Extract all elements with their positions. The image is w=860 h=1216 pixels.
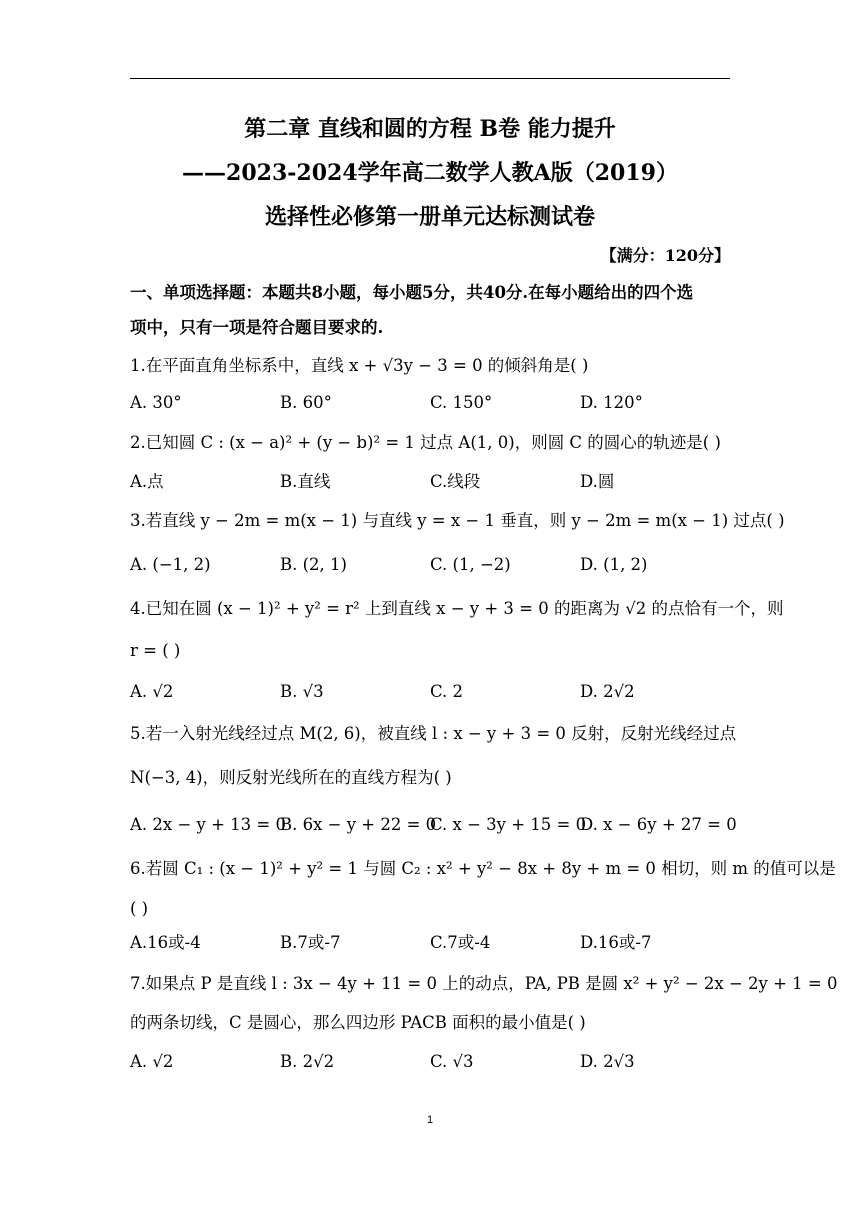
question-4-stem-line-2: r = ( )	[130, 641, 181, 660]
question-2-stem: 2.已知圆 C : (x − a)² + (y − b)² = 1 过点 A(1, 0)，则圆 C 的圆心的轨迹是( )	[130, 433, 721, 452]
score-label: 【满分：120分】	[600, 246, 730, 265]
question-5-stem-line-2: N(−3, 4)，则反射光线所在的直线方程为( )	[130, 768, 452, 787]
title-line-2: ——2023-2024学年高二数学人教A版（2019）	[182, 160, 678, 186]
question-5-stem-line-1: 5.若一入射光线经过点 M(2, 6)，被直线 l : x − y + 3 = 0 反射，反射光线经过点	[130, 724, 737, 743]
section-heading-line-1: 一、单项选择题：本题共8小题，每小题5分，共40分.在每小题给出的四个选	[130, 283, 694, 302]
option-c: C. (1, −2)	[430, 555, 511, 574]
option-a: A.16或-4	[130, 933, 201, 952]
option-b: B. 6x − y + 22 = 0	[280, 815, 437, 834]
question-4-stem-line-1: 4.已知在圆 (x − 1)² + y² = r² 上到直线 x − y + 3 = 0 的距离为 √2 的点恰有一个，则	[130, 599, 784, 618]
option-d: D. 2√3	[580, 1052, 635, 1071]
option-c: C.7或-4	[430, 933, 491, 952]
option-b: B. (2, 1)	[280, 555, 347, 574]
option-b: B. 2√2	[280, 1052, 335, 1071]
question-4-options	[130, 681, 730, 705]
page-number: 1	[426, 1114, 434, 1126]
option-b: B.7或-7	[280, 933, 341, 952]
option-d: D. 2√2	[580, 682, 635, 701]
option-c: C. x − 3y + 15 = 0	[430, 815, 587, 834]
question-1-stem: 1.在平面直角坐标系中，直线 x + √3y − 3 = 0 的倾斜角是( )	[130, 356, 589, 375]
option-d: D. 120°	[580, 393, 643, 412]
option-c: C. √3	[430, 1052, 474, 1071]
option-a: A. √2	[130, 682, 174, 701]
option-c: C. 2	[430, 682, 464, 701]
question-7-stem-line-2: 的两条切线，C 是圆心，那么四边形 PACB 面积的最小值是( )	[130, 1013, 586, 1032]
question-7-options	[130, 1051, 730, 1075]
top-rule	[130, 78, 730, 79]
option-d: D.圆	[580, 472, 615, 491]
question-5-options	[130, 814, 737, 838]
option-b: B. √3	[280, 682, 324, 701]
option-a: A. √2	[130, 1052, 174, 1071]
option-a: A.点	[130, 472, 164, 491]
option-a: A. 2x − y + 13 = 0	[130, 815, 286, 834]
question-3-options	[130, 554, 730, 578]
option-a: A. 30°	[130, 393, 182, 412]
option-c: C.线段	[430, 472, 481, 491]
question-3-stem: 3.若直线 y − 2m = m(x − 1) 与直线 y = x − 1 垂直，则 y − 2m = m(x − 1) 过点( )	[130, 511, 785, 530]
question-2-options	[130, 471, 730, 495]
option-b: B.直线	[280, 472, 331, 491]
option-b: B. 60°	[280, 393, 332, 412]
question-7-stem-line-1: 7.如果点 P 是直线 l : 3x − 4y + 11 = 0 上的动点，PA, PB 是圆 x² + y² − 2x − 2y + 1 = 0	[130, 974, 838, 993]
option-d: D. x − 6y + 27 = 0	[580, 815, 737, 834]
option-a: A. (−1, 2)	[130, 555, 211, 574]
title-line-3: 选择性必修第一册单元达标测试卷	[264, 204, 595, 230]
title-line-1: 第二章 直线和圆的方程 B卷 能力提升	[244, 116, 616, 142]
section-heading-line-2: 项中，只有一项是符合题目要求的.	[130, 318, 384, 337]
option-c: C. 150°	[430, 393, 493, 412]
question-1-options	[130, 392, 730, 416]
question-6-options	[130, 932, 730, 956]
question-6-stem-line-1: 6.若圆 C₁ : (x − 1)² + y² = 1 与圆 C₂ : x² + y² − 8x + 8y + m = 0 相切，则 m 的值可以是	[130, 859, 836, 878]
option-d: D. (1, 2)	[580, 555, 648, 574]
question-6-stem-line-2: ( )	[130, 899, 149, 918]
option-d: D.16或-7	[580, 933, 652, 952]
